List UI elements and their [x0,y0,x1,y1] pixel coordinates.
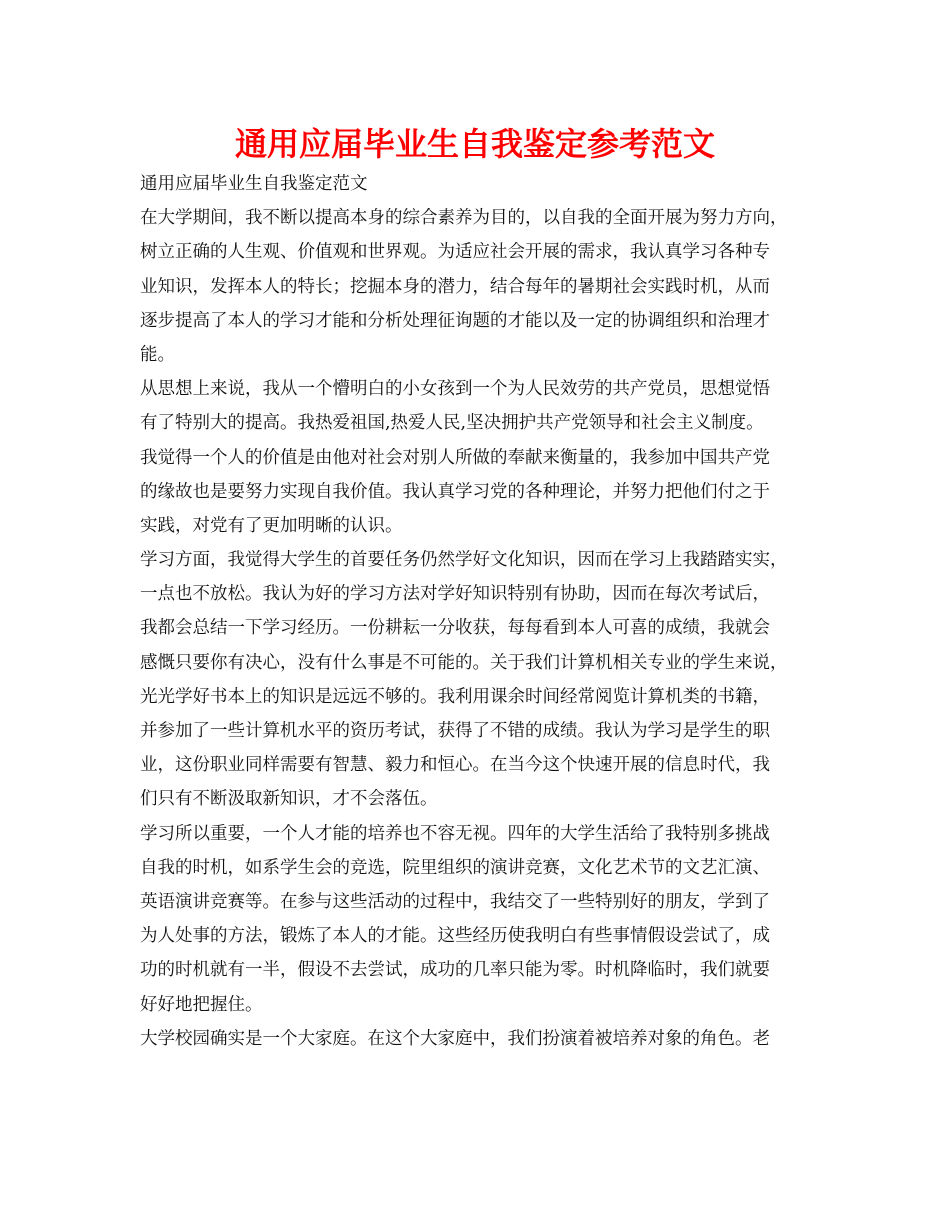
text-line: 逐步提高了本人的学习才能和分析处理征询题的才能以及一定的协调组织和治理才 [140,310,770,331]
text-line: 学习所以重要，一个人才能的培养也不容无视。四年的大学生活给了我特别多挑战 [140,823,770,844]
text-line: 一点也不放松。我认为好的学习方法对学好知识特别有协助，因而在每次考试后， [140,584,770,605]
text-line: 并参加了一些计算机水平的资历考试，获得了不错的成绩。我认为学习是学生的职 [140,721,770,741]
document-body [140,167,830,1056]
text-line: 实践，对党有了更加明晰的认识。 [140,515,403,536]
text-line: 通用应届毕业生自我鉴定范文 [140,174,368,194]
text-line: 的缘故也是要努力实现自我价值。我认真学习党的各种理论，并努力把他们付之于 [140,481,770,502]
text-line: 好好地把握住。 [140,994,263,1015]
text-line: 英语演讲竞赛等。在参与这些活动的过程中，我结交了一些特别好的朋友，学到了 [140,891,770,912]
text-line: 我觉得一个人的价值是由他对社会对别人所做的奉献来衡量的，我参加中国共产党 [140,447,770,468]
text-line: 在大学期间，我不断以提高本身的综合素养为目的，以自我的全面开展为努力方向， [140,208,788,229]
text-line: 学习方面，我觉得大学生的首要任务仍然学好文化知识，因而在学习上我踏踏实实， [140,550,788,571]
text-line: 为人处事的方法，锻炼了本人的才能。这些经历使我明白有些事情假设尝试了，成 [140,926,770,947]
text-line: 我都会总结一下学习经历。一份耕耘一分收获，每每看到本人可喜的成绩，我就会 [140,618,770,639]
text-line: 自我的时机，如系学生会的竞选，院里组织的演讲竞赛，文化艺术节的文艺汇演、 [140,857,770,878]
text-line: 光光学好书本上的知识是远远不够的。我利用课余时间经常阅览计算机类的书籍， [140,686,770,707]
text-line: 感慨只要你有决心，没有什么事是不可能的。关于我们计算机相关专业的学生来说， [140,652,788,673]
text-line: 大学校园确实是一个大家庭。在这个大家庭中，我们扮演着被培养对象的角色。老 [140,1028,770,1049]
text-line: 功的时机就有一半，假设不去尝试，成功的几率只能为零。时机降临时，我们就要 [140,960,770,981]
text-line: 业知识，发挥本人的特长；挖掘本身的潜力，结合每年的暑期社会实践时机，从而 [140,276,770,297]
text-line: 业，这份职业同样需要有智慧、毅力和恒心。在当今这个快速开展的信息时代，我 [140,755,770,776]
text-line: 有了特别大的提高。我热爱祖国,热爱人民,坚决拥护共产党领导和社会主义制度。 [140,413,764,434]
text-line: 从思想上来说，我从一个懵明白的小女孩到一个为人民效劳的共产党员，思想觉悟 [140,379,770,400]
text-line: 们只有不断汲取新知识，才不会落伍。 [140,789,438,810]
text-line: 树立正确的人生观、价值观和世界观。为适应社会开展的需求，我认真学习各种专 [140,242,770,263]
document-title: 通用应届毕业生自我鉴定参考范文 [234,125,715,163]
text-line: 能。 [140,344,175,365]
